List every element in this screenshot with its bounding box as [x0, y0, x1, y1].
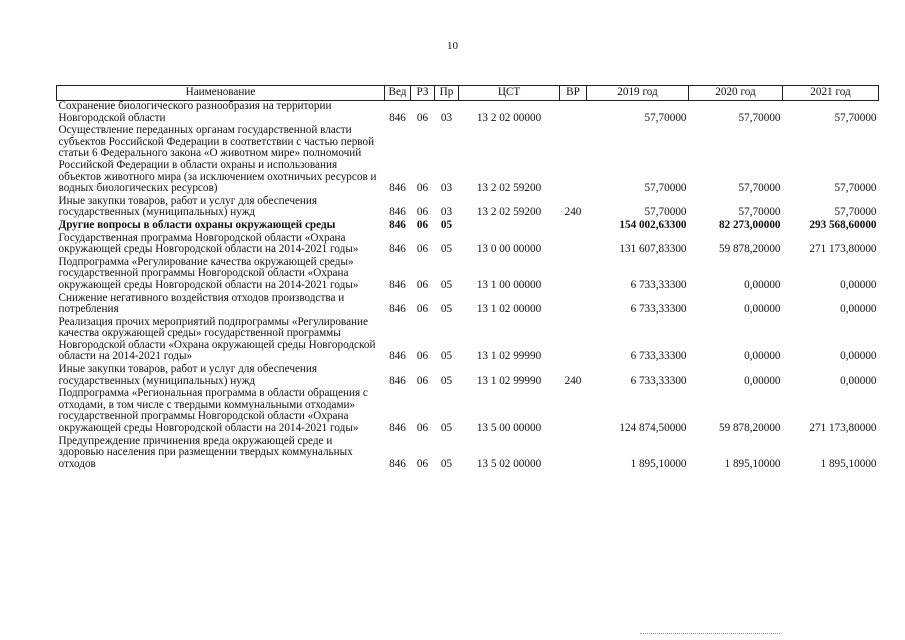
row-2020-cell: 57,70000 [738, 111, 781, 124]
row-pr-cell: 05 [440, 218, 453, 231]
row-rz-cell: 06 [416, 303, 429, 316]
row-2019-cell: 57,70000 [644, 182, 687, 195]
table-row [57, 220, 879, 233]
row-name-cell: Снижение негативного воздействия отходов производства и потребления [58, 291, 345, 316]
row-cst-cell: 13 0 00 00000 [476, 243, 542, 256]
row-2020-cell: 0,00000 [744, 303, 781, 316]
row-2020-cell: 1 895,10000 [724, 457, 781, 470]
header-vr: ВР [560, 86, 587, 101]
row-vr-cell: 240 [564, 374, 582, 387]
row-ved-cell: 846 [389, 374, 406, 387]
row-cst-cell: 13 1 00 00000 [476, 278, 542, 291]
row-vr-cell [560, 125, 587, 196]
row-rz-cell: 06 [416, 457, 429, 470]
row-2019-cell: 6 733,33300 [630, 278, 687, 291]
table-header-row [57, 86, 879, 101]
table-row [57, 233, 879, 257]
row-2021-cell: 57,70000 [834, 111, 877, 124]
row-pr-cell: 05 [440, 457, 453, 470]
row-vr-cell [560, 220, 587, 233]
row-name-cell: Другие вопросы в области охраны окружающей среды [58, 218, 336, 231]
row-vr-cell [560, 233, 587, 257]
row-2019-cell: 1 895,10000 [630, 457, 687, 470]
row-ved-cell: 846 [389, 206, 406, 219]
row-ved-cell: 846 [389, 457, 406, 470]
page-number: 10 [447, 40, 458, 52]
row-2020-cell: 57,70000 [738, 182, 781, 195]
row-2019-cell: 124 874,50000 [619, 422, 687, 435]
row-pr-cell: 03 [440, 111, 453, 124]
row-2021-cell: 0,00000 [840, 303, 877, 316]
header-2021: 2021 год [783, 86, 879, 101]
row-vr-cell: 240 [564, 206, 582, 219]
row-2021-cell: 1 895,10000 [820, 457, 877, 470]
row-ved-cell: 846 [389, 243, 406, 256]
row-ved-cell: 846 [389, 111, 406, 124]
table-row [57, 364, 879, 388]
row-pr-cell: 05 [440, 243, 453, 256]
row-rz-cell: 06 [416, 350, 429, 363]
row-rz-cell: 06 [416, 278, 429, 291]
row-vr-cell [560, 436, 587, 472]
row-cst-cell: 13 1 02 99990 [476, 350, 542, 363]
table-row [57, 317, 879, 364]
row-ved-cell: 846 [389, 303, 406, 316]
header-name: Наименование [57, 86, 385, 101]
row-cst-cell: 13 2 02 00000 [476, 111, 542, 124]
row-name-cell: Сохранение биологического разнообразия на территории Новгородской области [58, 100, 332, 124]
row-pr-cell: 05 [440, 374, 453, 387]
row-cst-cell: 13 5 00 00000 [476, 422, 542, 435]
row-pr-cell: 05 [440, 350, 453, 363]
row-name-cell: Реализация прочих мероприятий подпрограммы «Регулирование качества окружающей среды» государственной программы Новгородской области «Охрана окружающей среды Новгородской области на 2014-2021 годы» [58, 315, 376, 363]
row-cst-cell: 13 1 02 99990 [476, 374, 542, 387]
table-row [57, 257, 879, 293]
row-2021-cell: 271 173,80000 [809, 243, 877, 256]
header-rz: РЗ [411, 86, 435, 101]
header-2019: 2019 год [587, 86, 689, 101]
row-name-cell: Государственная программа Новгородской области «Охрана окружающей среды Новгородской области на 2014-2021 годы» [58, 231, 359, 256]
row-rz-cell: 06 [416, 374, 429, 387]
row-rz-cell: 06 [416, 218, 429, 231]
row-2019-cell: 57,70000 [644, 111, 687, 124]
row-ved-cell: 846 [389, 182, 406, 195]
row-2020-cell: 0,00000 [744, 374, 781, 387]
row-2019-cell: 154 002,63300 [619, 218, 687, 231]
row-name-cell: Предупреждение причинения вреда окружающей среде и здоровью населения при размещении твердых коммунальных отходов [58, 434, 353, 470]
row-pr-cell: 03 [440, 182, 453, 195]
row-rz-cell: 06 [416, 182, 429, 195]
row-vr-cell [560, 388, 587, 435]
row-2019-cell: 6 733,33300 [630, 303, 687, 316]
row-pr-cell: 05 [440, 303, 453, 316]
row-2019-cell: 131 607,83300 [619, 243, 687, 256]
budget-table [56, 85, 879, 471]
row-pr-cell: 03 [440, 206, 453, 219]
row-name-cell: Иные закупки товаров, работ и услуг для обеспечения государственных (муниципальных) нужд [58, 363, 318, 387]
row-vr-cell [560, 293, 587, 317]
row-ved-cell: 846 [389, 218, 406, 231]
row-cst-cell: 13 2 02 59200 [476, 206, 542, 219]
row-rz-cell: 06 [416, 111, 429, 124]
table-row [57, 293, 879, 317]
table-row [57, 101, 879, 126]
row-2021-cell: 0,00000 [840, 374, 877, 387]
row-2021-cell: 0,00000 [840, 278, 877, 291]
table-row [57, 436, 879, 472]
header-pr: Пр [435, 86, 459, 101]
row-cst-cell: 13 2 02 59200 [476, 182, 542, 195]
table-row [57, 388, 879, 435]
header-ved: Вед [385, 86, 411, 101]
row-2020-cell: 0,00000 [744, 278, 781, 291]
row-rz-cell: 06 [416, 206, 429, 219]
row-cst-cell [459, 220, 560, 233]
row-vr-cell [560, 317, 587, 364]
row-name-cell: Подпрограмма «Региональная программа в области обращения с отходами, в том числе с твердыми коммунальными отходами» государственной программы Новгородской области «Охрана окружающей среды Новгородской области на 2014-2021 годы» [58, 387, 368, 435]
row-vr-cell [560, 257, 587, 293]
row-vr-cell [560, 101, 587, 126]
row-2020-cell: 57,70000 [738, 206, 781, 219]
row-2020-cell: 82 273,00000 [718, 218, 781, 231]
row-rz-cell: 06 [416, 422, 429, 435]
row-cst-cell: 13 5 02 00000 [476, 457, 542, 470]
table-row [57, 196, 879, 220]
row-2021-cell: 57,70000 [834, 182, 877, 195]
row-ved-cell: 846 [389, 278, 406, 291]
row-ved-cell: 846 [389, 350, 406, 363]
row-2021-cell: 57,70000 [834, 206, 877, 219]
footer-stamp-mark [640, 633, 780, 637]
row-2021-cell: 293 568,60000 [809, 218, 877, 231]
row-pr-cell: 05 [440, 278, 453, 291]
header-cst: ЦСТ [459, 86, 560, 101]
row-2019-cell: 6 733,33300 [630, 350, 687, 363]
row-pr-cell: 05 [440, 422, 453, 435]
row-rz-cell: 06 [416, 243, 429, 256]
row-2020-cell: 59 878,20000 [718, 243, 781, 256]
table-body [57, 101, 879, 472]
row-ved-cell: 846 [389, 422, 406, 435]
table-row [57, 125, 879, 196]
row-2021-cell: 0,00000 [840, 350, 877, 363]
row-2021-cell: 271 173,80000 [809, 422, 877, 435]
row-cst-cell: 13 1 02 00000 [476, 303, 542, 316]
row-2019-cell: 6 733,33300 [630, 374, 687, 387]
header-2020: 2020 год [689, 86, 783, 101]
row-name-cell: Осуществление переданных органам государственной власти субъектов Российской Федерации в соответствии с частью первой статьи 6 Федерального закона «О животном мире» полномочий Российской Федерации в области охраны и использования объектов животного мира (за исключением охотничьих ресурсов и водных биологических ресурсов) [58, 124, 377, 195]
row-2020-cell: 59 878,20000 [718, 422, 781, 435]
row-name-cell: Подпрограмма «Регулирование качества окружающей среды» государственной программы Новгородской области «Охрана окружающей среды Новгородской области на 2014-2021 годы» [58, 255, 359, 291]
row-2020-cell: 0,00000 [744, 350, 781, 363]
row-name-cell: Иные закупки товаров, работ и услуг для обеспечения государственных (муниципальных) нужд [58, 194, 318, 219]
row-2019-cell: 57,70000 [644, 206, 687, 219]
